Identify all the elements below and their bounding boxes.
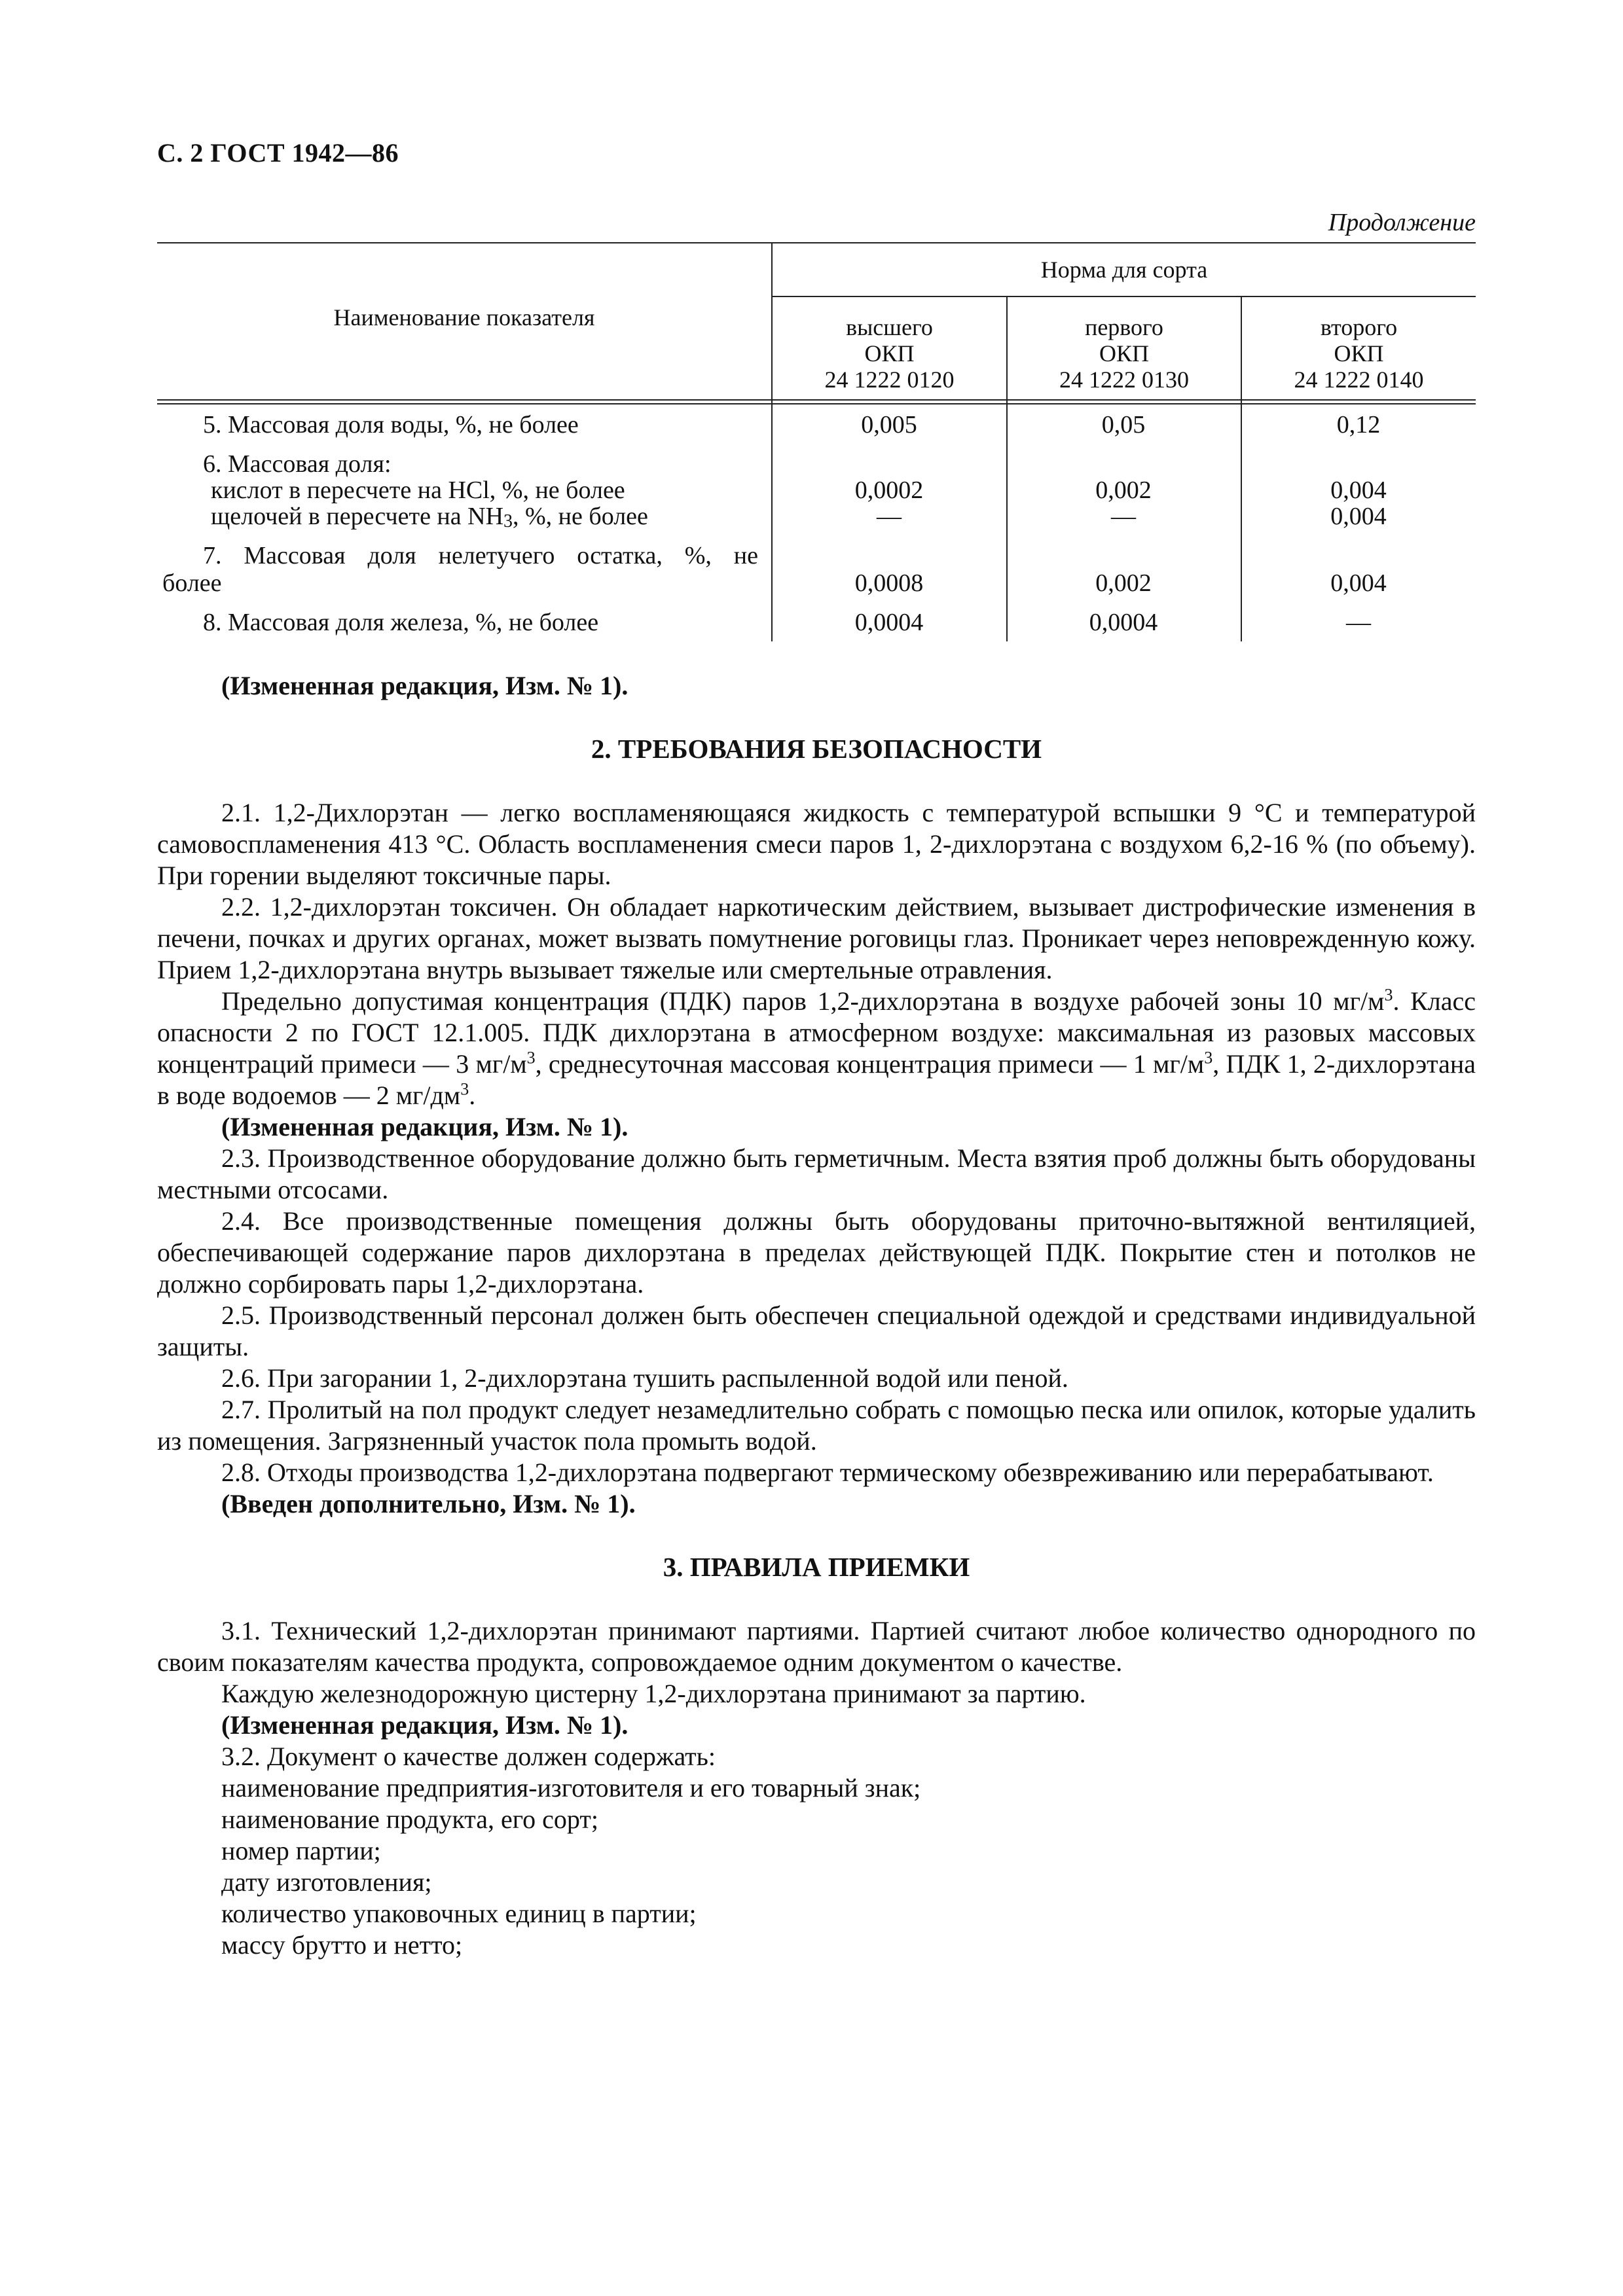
paragraph-2-8: 2.8. Отходы производства 1,2-дихлорэтана подвергают термическому обезвреживанию или перерабатывают. xyxy=(221,1458,1434,1487)
list-item: наименование предприятия-изготовителя и его товарный знак; xyxy=(221,1773,921,1803)
paragraph-2-1: 2.1. 1,2-Дихлорэтан — легко воспламеняющаяся жидкость с температурой вспышки 9 °С и температурой самовоспламенения 413 °С. Область воспламенения смеси паров 1, 2-дихлорэтана с воздухом 6,2-16 % (по объему). При горении выделяют токсичные пары. xyxy=(157,798,1476,890)
row-7-value-second: 0,004 xyxy=(1330,569,1387,597)
table-header-rule-1 xyxy=(157,399,1476,401)
row-6-acids-value-first: 0,002 xyxy=(1095,476,1152,504)
grade-name: первого xyxy=(1085,314,1163,340)
grade-name: высшего xyxy=(846,314,933,340)
row-5-value-top: 0,005 xyxy=(861,411,917,439)
edit-note: (Измененная редакция, Изм. № 1). xyxy=(221,1710,629,1740)
row-8-value-top: 0,0004 xyxy=(854,609,924,636)
pdk-sup-2: 3 xyxy=(526,1048,536,1067)
pdk-text-5: . xyxy=(469,1081,476,1110)
pdk-sup-1: 3 xyxy=(1384,985,1393,1005)
paragraph-3-2: 3.2. Документ о качестве должен содержать: xyxy=(221,1742,716,1771)
paragraph-3-1b: Каждую железнодорожную цистерну 1,2-дихлорэтана принимают за партию. xyxy=(221,1679,1086,1708)
row-7-label-line-2: более xyxy=(162,569,222,597)
okp-code: 24 1222 0120 xyxy=(824,367,955,393)
pdk-text-4: , ПДК 1, 2-дихлорэтана в воде водоемов — 2 мг/дм xyxy=(157,1049,1476,1110)
continuation-label: Продолжение xyxy=(1328,209,1476,236)
row-6-alkali-value-second: 0,004 xyxy=(1330,503,1387,530)
row-6-alkali-value-first: — xyxy=(1111,503,1136,530)
row-6-acids-label: кислот в пересчете на HCl, %, не более xyxy=(211,476,625,504)
row-6-acids-value-second: 0,004 xyxy=(1330,476,1387,504)
okp-label: ОКП xyxy=(1099,340,1149,367)
paragraph-2-4: 2.4. Все производственные помещения должны быть оборудованы приточно-вытяжной вентиляцией, обеспечивающей содержание паров дихлорэтана в пределах действующей ПДК. Покрытие стен и потолков не должно сорбировать пары 1,2-дихлорэтана. xyxy=(157,1206,1476,1299)
paragraph-2-6: 2.6. При загорании 1, 2-дихлорэтана тушить распыленной водой или пеной. xyxy=(221,1363,1068,1393)
header-norm-for-grade: Норма для сорта xyxy=(1040,257,1208,283)
row-5-value-first: 0,05 xyxy=(1101,411,1146,439)
alkali-label-subscript: 3 xyxy=(503,511,513,531)
pdk-sup-3: 3 xyxy=(1204,1048,1213,1067)
table-vline-1 xyxy=(771,242,773,641)
list-item: номер партии; xyxy=(221,1836,381,1865)
row-7-value-top: 0,0008 xyxy=(854,569,924,597)
okp-label: ОКП xyxy=(864,340,915,367)
grade-name: второго xyxy=(1320,314,1398,340)
paragraph-2-2: 2.2. 1,2-дихлорэтан токсичен. Он обладает наркотическим действием, вызывает дистрофические изменения в печени, почках и других органах, может вызвать помутнение роговицы глаз. Проникает через неповрежденную кожу. Прием 1,2-дихлорэтана внутрь вызывает тяжелые или смертельные отравления. xyxy=(157,892,1476,984)
okp-code: 24 1222 0140 xyxy=(1294,367,1424,393)
paragraph-3-1: 3.1. Технический 1,2-дихлорэтан принимают партиями. Партией считают любое количество однородного по своим показателям качества продукта, сопровождаемое одним документом о качестве. xyxy=(157,1616,1476,1677)
pdk-text-2: . Класс опасности 2 по ГОСТ 12.1.005. ПДК дихлорэтана в атмосферном воздухе: максимальная из разовых массовых концентраций примеси — 3 мг/м xyxy=(157,986,1476,1079)
row-8-value-second: — xyxy=(1346,609,1371,636)
paragraph-pdk xyxy=(157,986,1476,1111)
norms-table xyxy=(157,242,1476,641)
table-header-rule-2 xyxy=(157,403,1476,404)
okp-code: 24 1222 0130 xyxy=(1059,367,1189,393)
edit-note: (Измененная редакция, Изм. № 1). xyxy=(221,671,629,700)
grade-header-top xyxy=(773,314,1006,393)
edit-note: (Измененная редакция, Изм. № 1). xyxy=(221,1112,629,1141)
row-6-label: 6. Массовая доля: xyxy=(203,450,392,478)
alkali-label-text: щелочей в пересчете на NH xyxy=(211,503,504,530)
row-8-label: 8. Массовая доля железа, %, не более xyxy=(203,609,599,636)
list-item: количество упаковочных единиц в партии; xyxy=(221,1899,697,1928)
row-6-alkali-value-top: — xyxy=(877,503,902,530)
document-body xyxy=(157,655,1476,1961)
row-6-alkali-label xyxy=(211,503,648,530)
okp-label: ОКП xyxy=(1334,340,1384,367)
header-indicator: Наименование показателя xyxy=(333,304,595,331)
row-5-value-second: 0,12 xyxy=(1336,411,1381,439)
pdk-sup-4: 3 xyxy=(460,1079,469,1099)
paragraph-2-3: 2.3. Производственное оборудование должно быть герметичным. Места взятия проб должны быть оборудованы местными отсосами. xyxy=(157,1143,1476,1204)
list-item: наименование продукта, его сорт; xyxy=(221,1804,598,1834)
row-7-value-first: 0,002 xyxy=(1095,569,1152,597)
table-top-rule xyxy=(157,242,1476,243)
paragraph-2-7: 2.7. Пролитый на пол продукт следует незамедлительно собрать с помощью песка или опилок, которые удалить из помещения. Загрязненный участок пола промыть водой. xyxy=(157,1395,1476,1456)
grade-header-first xyxy=(1008,314,1241,393)
table-norm-rule xyxy=(771,296,1476,297)
added-note: (Введен дополнительно, Изм. № 1). xyxy=(221,1489,636,1518)
row-7-label-line-1: 7. Массовая доля нелетучего остатка, %, не xyxy=(203,542,758,569)
list-item: дату изготовления; xyxy=(221,1867,432,1897)
section-3-title: 3. ПРАВИЛА ПРИЕМКИ xyxy=(663,1552,970,1582)
list-item: массу брутто и нетто; xyxy=(221,1930,463,1960)
alkali-label-suffix: , %, не более xyxy=(513,503,648,530)
paragraph-2-5: 2.5. Производственный персонал должен быть обеспечен специальной одеждой и средствами индивидуальной защиты. xyxy=(157,1300,1476,1361)
pdk-text-3: , среднесуточная массовая концентрация примеси — 1 мг/м xyxy=(535,1049,1205,1079)
row-6-acids-value-top: 0,0002 xyxy=(854,476,924,504)
row-5-label: 5. Массовая доля воды, %, не более xyxy=(203,411,579,439)
row-8-value-first: 0,0004 xyxy=(1089,609,1158,636)
grade-header-second xyxy=(1242,314,1476,393)
pdk-text-1: Предельно допустимая концентрация (ПДК) паров 1,2-дихлорэтана в воздухе рабочей зоны 10 мг/м xyxy=(221,986,1385,1016)
section-2-title: 2. ТРЕБОВАНИЯ БЕЗОПАСНОСТИ xyxy=(591,734,1042,764)
page-reference: С. 2 ГОСТ 1942—86 xyxy=(157,138,399,168)
